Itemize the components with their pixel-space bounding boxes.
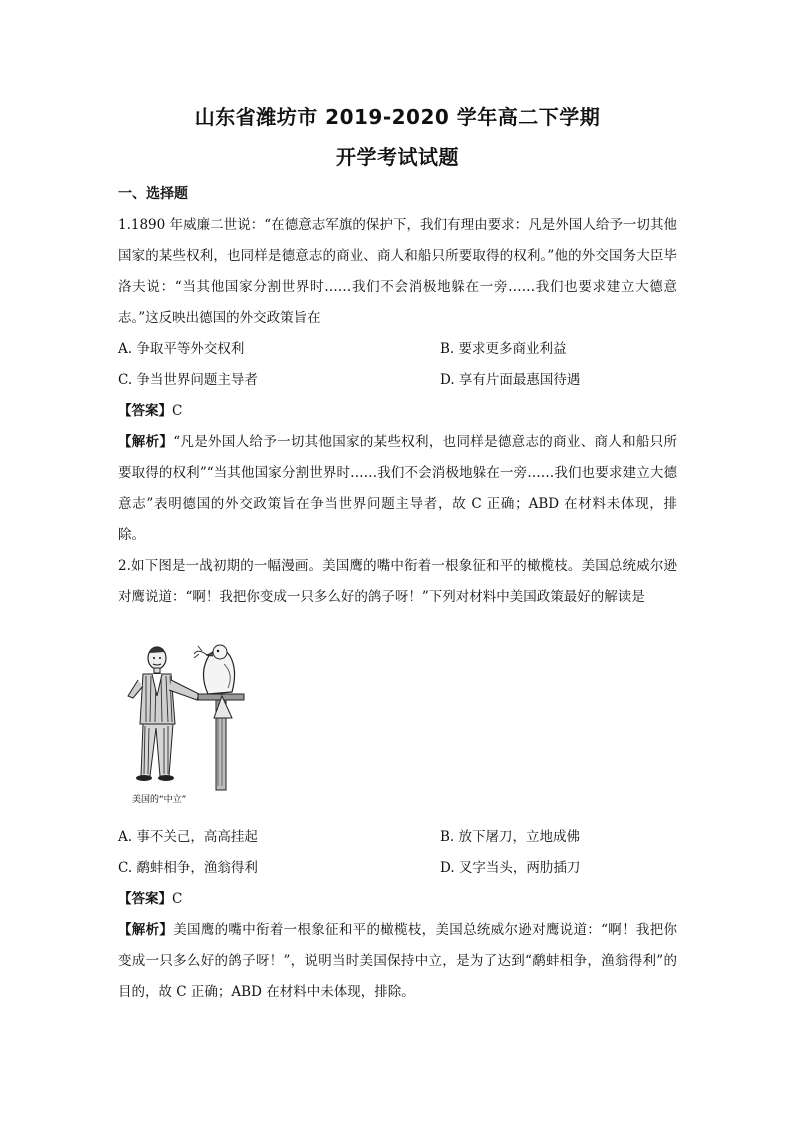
analysis-label: 【解析】 [118,922,174,938]
q1-option-a: A. 争取平等外交权利 [118,341,245,357]
section-heading: 一、选择题 [118,186,188,202]
answer-value: C [172,403,183,419]
q1-answer [118,396,677,427]
q2-option-d: D. 叉字当头，两肋插刀 [440,860,581,876]
q1-stem: 1.1890 年威廉二世说：“在德意志军旗的保护下，我们有理由要求：凡是外国人给予一切其他国家的某些权利，也同样是德意志的商业、商人和船只所要取得的权利。”他的外交国务大臣毕洛夫说：“当其他国家分割世界时……我们不会消极地躲在一旁……我们也要求建立大德意志。”这反映出德国的外交政策旨在 [118,217,677,326]
figure-caption: 美国的“中立” [132,795,187,805]
cartoon-figure [124,636,254,808]
q2-option-a: A. 事不关己，高高挂起 [118,829,258,845]
q2-analysis [118,915,677,1008]
page-title: 山东省潍坊市 2019-2020 学年高二下学期 [194,105,601,129]
q2-options [118,822,677,884]
analysis-text: 美国鹰的嘴中衔着一根象征和平的橄榄枝，美国总统威尔逊对鹰说道：“啊！我把你变成一只多么好的鸽子呀！”，说明当时美国保持中立，是为了达到“鹬蚌相争，渔翁得利”的目的，故 C 正确；ABD 在材料中未体现，排除。 [118,922,678,1000]
cartoon-image [124,636,254,808]
analysis-label: 【解析】 [118,434,174,450]
q2-option-c: C. 鹬蚌相争，渔翁得利 [118,860,258,876]
q1-analysis [118,427,677,551]
page-subtitle: 开学考试试题 [336,145,459,169]
q1-options [118,334,677,396]
q1-option-c: C. 争当世界问题主导者 [118,372,258,388]
answer-value: C [172,891,183,907]
q2-option-b: B. 放下屠刀，立地成佛 [440,829,581,845]
q2-stem: 2.如下图是一战初期的一幅漫画。美国鹰的嘴中衔着一根象征和平的橄榄枝。美国总统威尔逊对鹰说道：“啊！我把你变成一只多么好的鸽子呀！”下列对材料中美国政策最好的解读是 [118,558,677,605]
q1-option-b: B. 要求更多商业利益 [440,341,567,357]
answer-label: 【答案】 [118,891,172,907]
analysis-text: “凡是外国人给予一切其他国家的某些权利，也同样是德意志的商业、商人和船只所要取得的权利”“当其他国家分割世界时……我们不会消极地躲在一旁……我们也要求建立大德意志”表明德国的外交政策旨在争当世界问题主导者，故 C 正确；ABD 在材料未体现，排除。 [118,434,678,543]
q1-option-d: D. 享有片面最惠国待遇 [440,372,581,388]
q2-answer [118,884,677,915]
answer-label: 【答案】 [118,403,172,419]
